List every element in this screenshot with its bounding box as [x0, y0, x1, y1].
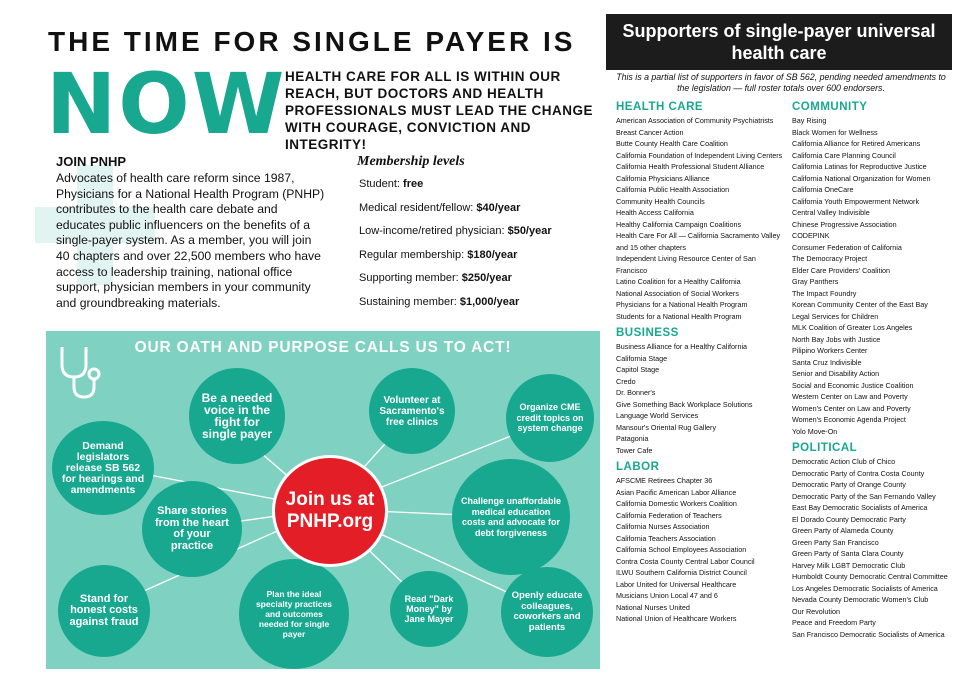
section-heading-labor: LABOR — [616, 461, 660, 473]
action-bubble: Stand for honest costs against fraud — [58, 565, 150, 657]
health-care-list — [616, 115, 784, 322]
membership-level: Low-income/retired physician: $50/year — [359, 225, 552, 237]
supporter-item: Korean Community Center of the East Bay — [792, 300, 928, 309]
supporter-item: Healthy California Campaign Coalitions — [616, 219, 742, 229]
supporter-item: National Association of Social Workers — [616, 288, 739, 298]
section-heading-business: BUSINESS — [616, 327, 679, 339]
supporter-item: Asian Pacific American Labor Alliance — [616, 487, 737, 497]
supporter-item: Give Something Back Workplace Solutions — [616, 399, 753, 409]
membership-level: Sustaining member: $1,000/year — [359, 295, 520, 308]
supporter-item: Green Party of Alameda County — [792, 526, 894, 535]
supporter-item: Black Women for Wellness — [792, 127, 878, 137]
supporters-banner: Supporters of single-payer universal health care — [606, 14, 952, 70]
business-list — [616, 341, 784, 456]
supporter-item: California Youth Empowerment Network — [792, 196, 920, 206]
supporter-item: Los Angeles Democratic Socialists of America — [792, 583, 938, 593]
action-bubble: Openly educate colleagues, coworkers and patients — [501, 567, 593, 657]
supporter-item: Breast Cancer Action — [616, 127, 684, 137]
supporter-item: California Federation of Teachers — [616, 510, 722, 520]
supporter-item: Independent Living Resource Center of San Francisco — [616, 254, 756, 275]
supporter-item: Nevada County Democratic Women's Club — [792, 595, 929, 604]
action-bubble: Organize CME credit topics on system change — [506, 374, 594, 462]
supporter-item: Peace and Freedom Party — [792, 618, 876, 627]
supporter-item: Physicians for a National Health Program — [616, 300, 748, 309]
supporter-item: Language World Services — [616, 411, 699, 420]
supporter-item: California Teachers Association — [616, 533, 716, 543]
supporter-item: CODEPINK — [792, 231, 830, 240]
action-bubble: Volunteer at Sacramento's free clinics — [369, 368, 455, 454]
supporter-item: Bay Rising — [792, 116, 827, 125]
section-heading-community: COMMUNITY — [792, 101, 868, 113]
supporter-item: Butte County Health Care Coalition — [616, 139, 728, 148]
membership-level: Supporting member: $250/year — [359, 272, 512, 284]
section-heading-political: POLITICAL — [792, 442, 858, 454]
supporter-item: Chinese Progressive Association — [792, 219, 897, 229]
supporter-item: AFSCME Retirees Chapter 36 — [616, 476, 713, 485]
supporter-item: Our Revolution — [792, 606, 840, 616]
supporter-item: Contra Costa County Central Labor Council — [616, 556, 755, 566]
membership-list — [359, 178, 599, 319]
supporters-column-left — [616, 96, 784, 625]
join-body: Advocates of health care reform since 1987, Physicians for a National Health Program (PNHP) contributes to the health care debate and educates public influencers on the benefits of a single-payer system. As a member, you will join 40 chapters and over 22,500 members who have access to leadership training, national office support, physician members in your community and groundbreaking materials. — [56, 171, 325, 310]
supporter-item: Green Party San Francisco — [792, 537, 879, 547]
supporter-item: California National Organization for Women — [792, 173, 931, 183]
supporters-intro: This is a partial list of supporters in favor of SB 562, pending needed amendments to the legislation — full roster totals over 600 endorsers. — [616, 72, 946, 93]
join-center-bubble[interactable]: Join us at PNHP.org — [272, 455, 388, 567]
supporter-item: Humboldt County Democratic Central Committee — [792, 572, 948, 581]
supporter-item: Women's Center on Law and Poverty — [792, 403, 911, 413]
supporter-item: California Health Professional Student Alliance — [616, 162, 765, 171]
membership-level: Regular membership: $180/year — [359, 248, 518, 261]
supporter-item: Legal Services for Children — [792, 311, 879, 321]
supporter-item: San Francisco Democratic Socialists of America — [792, 629, 945, 639]
supporter-item: National Union of Healthcare Workers — [616, 614, 737, 623]
supporter-item: California Alliance for Retired Americans — [792, 139, 921, 148]
supporter-item: Santa Cruz Indivisible — [792, 357, 862, 367]
supporter-item: ILWU Southern California District Council — [616, 568, 747, 577]
membership-level: Medical resident/fellow: $40/year — [359, 201, 521, 214]
supporter-item: Capitol Stage — [616, 365, 660, 374]
oath-title: OUR OATH AND PURPOSE CALLS US TO ACT! — [134, 339, 512, 356]
political-list — [792, 456, 952, 640]
supporter-item: Senior and Disability Action — [792, 369, 880, 378]
supporter-item: Democratic Party of Contra Costa County — [792, 468, 925, 478]
supporter-item: California Care Planning Council — [792, 150, 896, 160]
supporter-item: Elder Care Providers' Coalition — [792, 265, 891, 275]
join-title: JOIN PNHP — [56, 154, 127, 169]
supporter-item: Health Care For All — California Sacramento Valley and 15 other chapters — [616, 231, 781, 252]
supporter-item: The Impact Foundry — [792, 288, 857, 298]
supporter-item: Credo — [616, 376, 636, 386]
supporter-item: Musicians Union Local 47 and 6 — [616, 591, 718, 600]
supporter-item: American Association of Community Psychiatrists — [616, 116, 774, 125]
supporter-item: Democratic Action Club of Chico — [792, 457, 896, 466]
supporter-item: Western Center on Law and Poverty — [792, 392, 908, 401]
action-bubble: Demand legislators release SB 562 for hearings and amendments — [52, 421, 154, 515]
action-bubble: Read "Dark Money" by Jane Mayer — [390, 571, 468, 647]
now-headline: NOW — [46, 55, 287, 153]
supporters-panel — [606, 14, 952, 673]
supporter-item: California Public Health Association — [616, 185, 730, 194]
supporter-item: Latino Coalition for a Healthy California — [616, 277, 741, 286]
supporter-item: California Latinas for Reproductive Justice — [792, 162, 927, 171]
action-bubble: Be a needed voice in the fight for single payer — [189, 368, 285, 464]
headline: THE TIME FOR SINGLE PAYER IS — [48, 26, 576, 57]
supporter-item: Central Valley Indivisible — [792, 208, 870, 217]
supporter-item: Harvey Milk LGBT Democratic Club — [792, 560, 906, 570]
supporter-item: Women's Economic Agenda Project — [792, 415, 906, 424]
subheadline: HEALTH CARE FOR ALL IS WITHIN OUR REACH, BUT DOCTORS AND HEALTH PROFESSIONALS MUST LEAD THE CHANGE WITH COURAGE, CONVICTION AND INTEGRITY! — [285, 69, 594, 152]
oath-panel — [46, 331, 600, 669]
membership-level: Student: free — [359, 178, 424, 190]
supporter-item: National Nurses United — [616, 602, 690, 612]
supporter-item: Students for a National Health Program — [616, 311, 742, 321]
supporter-item: Democratic Party of Orange County — [792, 480, 906, 489]
supporters-column-right — [792, 96, 952, 671]
supporter-item: Social and Economic Justice Coalition — [792, 380, 914, 390]
supporter-item: California OneCare — [792, 185, 854, 194]
supporter-item: Mansour's Oriental Rug Gallery — [616, 422, 717, 432]
community-list — [792, 115, 952, 437]
supporter-item: Patagonia — [616, 434, 649, 443]
supporter-item: California Physicians Alliance — [616, 173, 710, 183]
action-bubble: Plan the ideal specialty practices and outcomes needed for single payer — [239, 559, 349, 669]
membership-title: Membership levels — [357, 154, 465, 169]
labor-list — [616, 475, 784, 625]
supporter-item: Pilipino Workers Center — [792, 346, 868, 355]
supporter-item: California Nurses Association — [616, 522, 710, 531]
supporter-item: California Stage — [616, 353, 668, 363]
supporter-item: Business Alliance for a Healthy California — [616, 342, 748, 351]
supporter-item: Gray Panthers — [792, 277, 839, 286]
supporter-item: MLK Coalition of Greater Los Angeles — [792, 323, 913, 332]
supporter-item: California Domestic Workers Coalition — [616, 499, 737, 508]
section-heading-health-care: HEALTH CARE — [616, 101, 704, 113]
supporter-item: Community Health Councils — [616, 196, 705, 206]
supporter-item: Tower Cafe — [616, 445, 653, 455]
supporter-item: California Foundation of Independent Living Centers — [616, 150, 783, 160]
action-bubble: Share stories from the heart of your practice — [142, 481, 242, 577]
supporter-item: Consumer Federation of California — [792, 242, 902, 252]
supporter-item: North Bay Jobs with Justice — [792, 334, 881, 344]
action-bubble: Challenge unaffordable medical education costs and advocate for debt forgiveness — [452, 459, 570, 575]
supporter-item: Green Party of Santa Clara County — [792, 549, 904, 558]
supporter-item: Labor United for Universal Healthcare — [616, 579, 737, 589]
supporter-item: Health Access California — [616, 208, 694, 217]
supporter-item: The Democracy Project — [792, 254, 868, 263]
supporter-item: El Dorado County Democratic Party — [792, 514, 906, 524]
supporter-item: East Bay Democratic Socialists of America — [792, 503, 928, 512]
supporter-item: Yolo Move-On — [792, 426, 838, 436]
supporter-item: Dr. Bonner's — [616, 388, 656, 397]
supporter-item: Democratic Party of the San Fernando Valley — [792, 491, 936, 501]
supporter-item: California School Employees Association — [616, 545, 747, 554]
